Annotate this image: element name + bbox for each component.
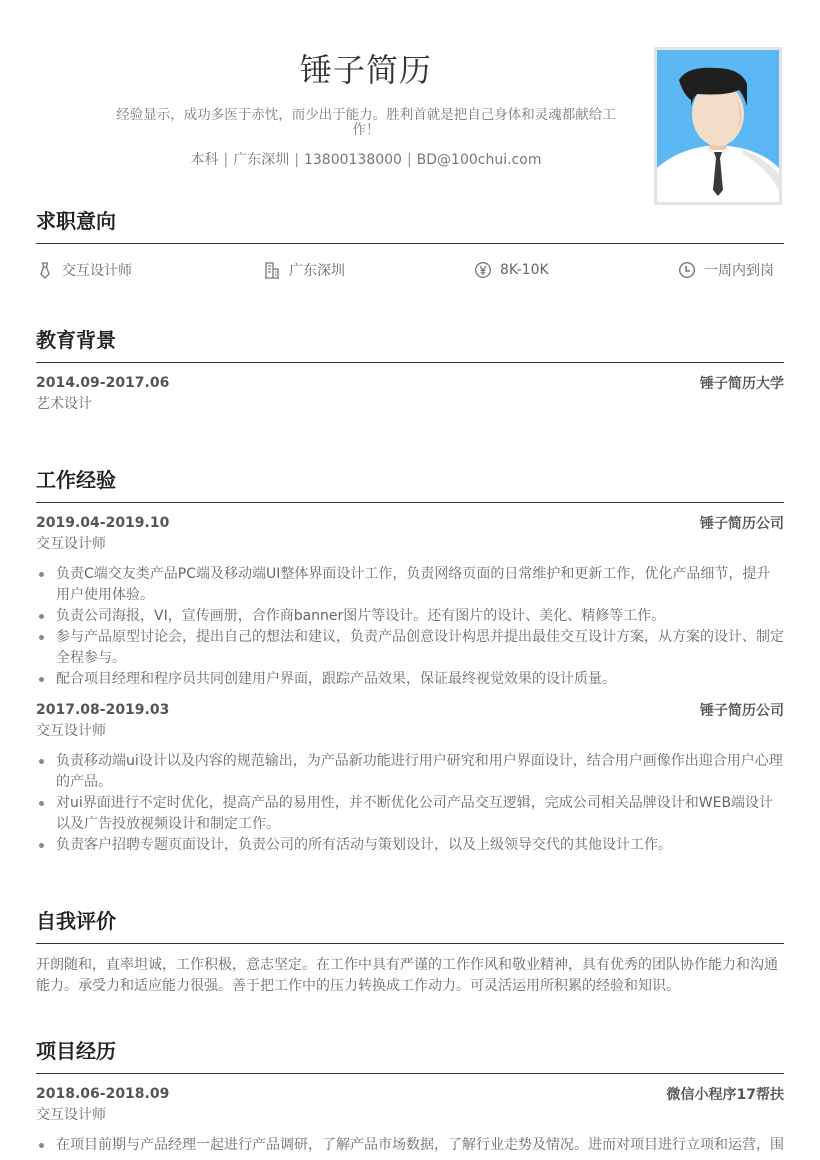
section-projects xyxy=(36,1037,784,1156)
entry-date: 2014.09-2017.06 xyxy=(36,375,170,391)
duty-list xyxy=(36,564,784,690)
job-title: 交互设计师 xyxy=(36,723,106,739)
resume-header xyxy=(36,0,784,205)
separator: | xyxy=(223,152,229,168)
section-title: 求职意向 xyxy=(36,209,116,233)
job-title: 交互设计师 xyxy=(36,536,106,552)
yen-icon xyxy=(474,261,492,279)
duty-list xyxy=(36,751,784,856)
contact-location: 广东深圳 xyxy=(233,152,290,168)
resume-page xyxy=(36,0,784,1153)
intent-position xyxy=(36,256,132,284)
list-item: 对ui界面进行不定时优化，提高产品的易用性，并不断优化公司产品交互逻辑，完成公司相关品牌设计和WEB端设计以及广告投放视频设计和制定工作。 xyxy=(36,793,784,835)
contact-degree: 本科 xyxy=(190,152,219,168)
company-name: 锤子简历公司 xyxy=(700,703,784,719)
section-divider xyxy=(36,502,784,503)
list-item: 负责公司海报，VI，宣传画册，合作商banner图片等设计。还有图片的设计、美化、精修等工作。 xyxy=(36,606,784,627)
section-title: 项目经历 xyxy=(36,1039,116,1063)
section-divider xyxy=(36,943,784,944)
work-entry xyxy=(36,700,784,856)
section-job-intent xyxy=(36,207,784,284)
school-name: 锤子简历大学 xyxy=(700,376,784,392)
entry-date: 2018.06-2018.09 xyxy=(36,1086,170,1102)
project-role: 交互设计师 xyxy=(36,1107,106,1123)
contact-phone: 13800138000 xyxy=(303,152,402,168)
separator: | xyxy=(406,152,412,168)
self-evaluation-text: 开朗随和，直率坦诚，工作积极，意志坚定。在工作中具有严谨的工作作风和敬业精神，具有优秀的团队协作能力和沟通能力。承受力和适应能力很强。善于把工作中的压力转换成工作动力。可灵活运用所积累的经验和知识。 xyxy=(36,957,778,994)
section-title: 教育背景 xyxy=(36,328,116,352)
section-divider xyxy=(36,1073,784,1074)
section-work-experience xyxy=(36,466,784,856)
intent-salary-label: 8K-10K xyxy=(500,262,549,278)
section-title: 自我评价 xyxy=(36,909,116,933)
intent-location xyxy=(263,256,345,284)
section-divider xyxy=(36,362,784,363)
contact-email: BD@100chui.com xyxy=(416,152,542,168)
intent-salary xyxy=(474,256,549,284)
motto-text: 经验显示，成功多医于赤忱，而少出于能力。胜利首就是把自己身体和灵魂都献给工作！ xyxy=(116,107,616,138)
entry-date: 2019.04-2019.10 xyxy=(36,515,170,531)
list-item: 负责移动端ui设计以及内容的规范输出，为产品新功能进行用户研究和用户界面设计，结合用户画像作出迎合用户心理的产品。 xyxy=(36,751,784,793)
job-intent-row xyxy=(36,256,784,284)
work-entry xyxy=(36,513,784,690)
entry-header xyxy=(36,1084,784,1104)
contact-line xyxy=(36,151,696,169)
section-education xyxy=(36,326,784,415)
intent-availability-label: 一周内到岗 xyxy=(704,263,774,279)
section-self-evaluation xyxy=(36,907,784,997)
list-item: 在项目前期与产品经理一起进行产品调研，了解产品市场数据，了解行业走势及情况。进而对项目进行立项和运营，围 xyxy=(36,1135,784,1156)
candidate-name: 锤子简历 xyxy=(299,51,432,89)
entry-date: 2017.08-2019.03 xyxy=(36,702,170,718)
entry-header xyxy=(36,373,784,393)
list-item: 负责客户招聘专题页面设计，负责公司的所有活动与策划设计，以及上级领导交代的其他设计工作。 xyxy=(36,835,784,856)
intent-position-label: 交互设计师 xyxy=(62,263,132,279)
list-item: 负责C端交友类产品PC端及移动端UI整体界面设计工作，负责网络页面的日常维护和更新工作，优化产品细节，提升用户使用体验。 xyxy=(36,564,784,606)
education-entry xyxy=(36,373,784,415)
intent-location-label: 广东深圳 xyxy=(289,263,345,279)
project-duty-list xyxy=(36,1135,784,1156)
section-divider xyxy=(36,243,784,244)
section-title: 工作经验 xyxy=(36,468,116,492)
project-entry xyxy=(36,1084,784,1156)
tie-icon xyxy=(36,261,54,279)
separator: | xyxy=(294,152,299,168)
avatar-illustration-icon xyxy=(657,50,779,202)
building-icon xyxy=(263,261,281,279)
major: 艺术设计 xyxy=(36,396,92,412)
intent-availability xyxy=(678,256,774,284)
avatar xyxy=(654,47,782,205)
clock-icon xyxy=(678,261,696,279)
project-name: 微信小程序17帮扶 xyxy=(666,1087,784,1103)
list-item: 配合项目经理和程序员共同创建用户界面，跟踪产品效果，保证最终视觉效果的设计质量。 xyxy=(36,669,784,690)
list-item: 参与产品原型讨论会，提出自己的想法和建议，负责产品创意设计构思并提出最佳交互设计方案，从方案的设计、制定全程参与。 xyxy=(36,627,784,669)
company-name: 锤子简历公司 xyxy=(700,516,784,532)
entry-header xyxy=(36,513,784,533)
entry-header xyxy=(36,700,784,720)
